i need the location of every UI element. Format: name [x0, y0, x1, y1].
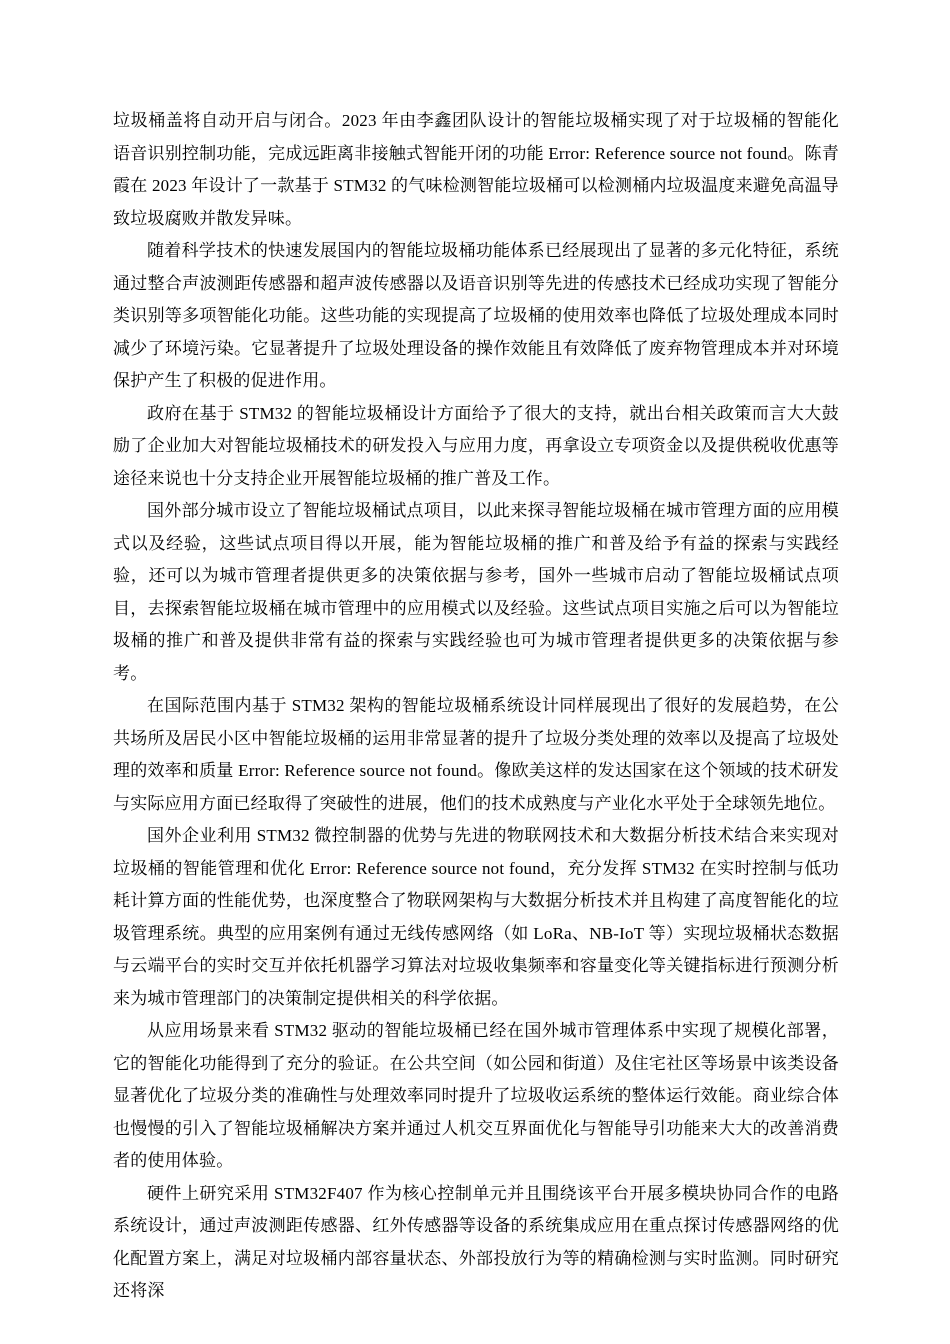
- paragraph: 国外部分城市设立了智能垃圾桶试点项目，以此来探寻智能垃圾桶在城市管理方面的应用模式以及经验，这些试点项目得以开展，能为智能垃圾桶的推广和普及给予有益的探索与实践经验，还可以为城市管理者提供更多的决策依据与参考，国外一些城市启动了智能垃圾桶试点项目，去探索智能垃圾桶在城市管理中的应用模式以及经验。这些试点项目实施之后可以为智能垃圾桶的推广和普及提供非常有益的探索与实践经验也可为城市管理者提供更多的决策依据与参考。: [113, 501, 839, 683]
- document-text-block: [113, 105, 839, 1308]
- paragraph: 在国际范围内基于 STM32 架构的智能垃圾桶系统设计同样展现出了很好的发展趋势，在公共场所及居民小区中智能垃圾桶的运用非常显著的提升了垃圾分类处理的效率以及提高了垃圾处理的效率和质量 Error: Reference source not found。像欧美这样的发达国家在这个领域的技术研发与实际应用方面已经取得了突破性的进展，他们的技术成熟度与产业化水平处于全球领先地位。: [113, 696, 839, 813]
- paragraph: 随着科学技术的快速发展国内的智能垃圾桶功能体系已经展现出了显著的多元化特征，系统通过整合声波测距传感器和超声波传感器以及语音识别等先进的传感技术已经成功实现了智能分类识别等多项智能化功能。这些功能的实现提高了垃圾桶的使用效率也降低了垃圾处理成本同时减少了环境污染。它显著提升了垃圾处理设备的操作效能且有效降低了废弃物管理成本并对环境保护产生了积极的促进作用。: [113, 241, 839, 390]
- paragraph: 政府在基于 STM32 的智能垃圾桶设计方面给予了很大的支持，就出台相关政策而言大大鼓励了企业加大对智能垃圾桶技术的研发投入与应用力度，再拿设立专项资金以及提供税收优惠等途径来说也十分支持企业开展智能垃圾桶的推广普及工作。: [113, 403, 839, 488]
- paragraph: 从应用场景来看 STM32 驱动的智能垃圾桶已经在国外城市管理体系中实现了规模化部署，它的智能化功能得到了充分的验证。在公共空间（如公园和街道）及住宅社区等场景中该类设备显著优化了垃圾分类的准确性与处理效率同时提升了垃圾收运系统的整体运行效能。商业综合体也慢慢的引入了智能垃圾桶解决方案并通过人机交互界面优化与智能导引功能来大大的改善消费者的使用体验。: [113, 1021, 839, 1170]
- paragraph: 垃圾桶盖将自动开启与闭合。2023 年由李鑫团队设计的智能垃圾桶实现了对于垃圾桶的智能化语音识别控制功能，完成远距离非接触式智能开闭的功能 Error: Reference source not found。陈青霞在 2023 年设计了一款基于 STM32 的气味检测智能垃圾桶可以检测桶内垃圾温度来避免高温导致垃圾腐败并散发异味。: [113, 111, 839, 228]
- paragraph: 硬件上研究采用 STM32F407 作为核心控制单元并且围绕该平台开展多模块协同合作的电路系统设计，通过声波测距传感器、红外传感器等设备的系统集成应用在重点探讨传感器网络的优化配置方案上，满足对垃圾桶内部容量状态、外部投放行为等的精确检测与实时监测。同时研究还将深: [113, 1183, 839, 1300]
- paragraph: 国外企业利用 STM32 微控制器的优势与先进的物联网技术和大数据分析技术结合来实现对垃圾桶的智能管理和优化 Error: Reference source not found，充分发挥 STM32 在实时控制与低功耗计算方面的性能优势，也深度整合了物联网架构与大数据分析技术并且构建了高度智能化的垃圾管理系统。典型的应用案例有通过无线传感网络（如 LoRa、NB-IoT 等）实现垃圾桶状态数据与云端平台的实时交互并依托机器学习算法对垃圾收集频率和容量变化等关键指标进行预测分析来为城市管理部门的决策制定提供相关的科学依据。: [113, 826, 839, 1008]
